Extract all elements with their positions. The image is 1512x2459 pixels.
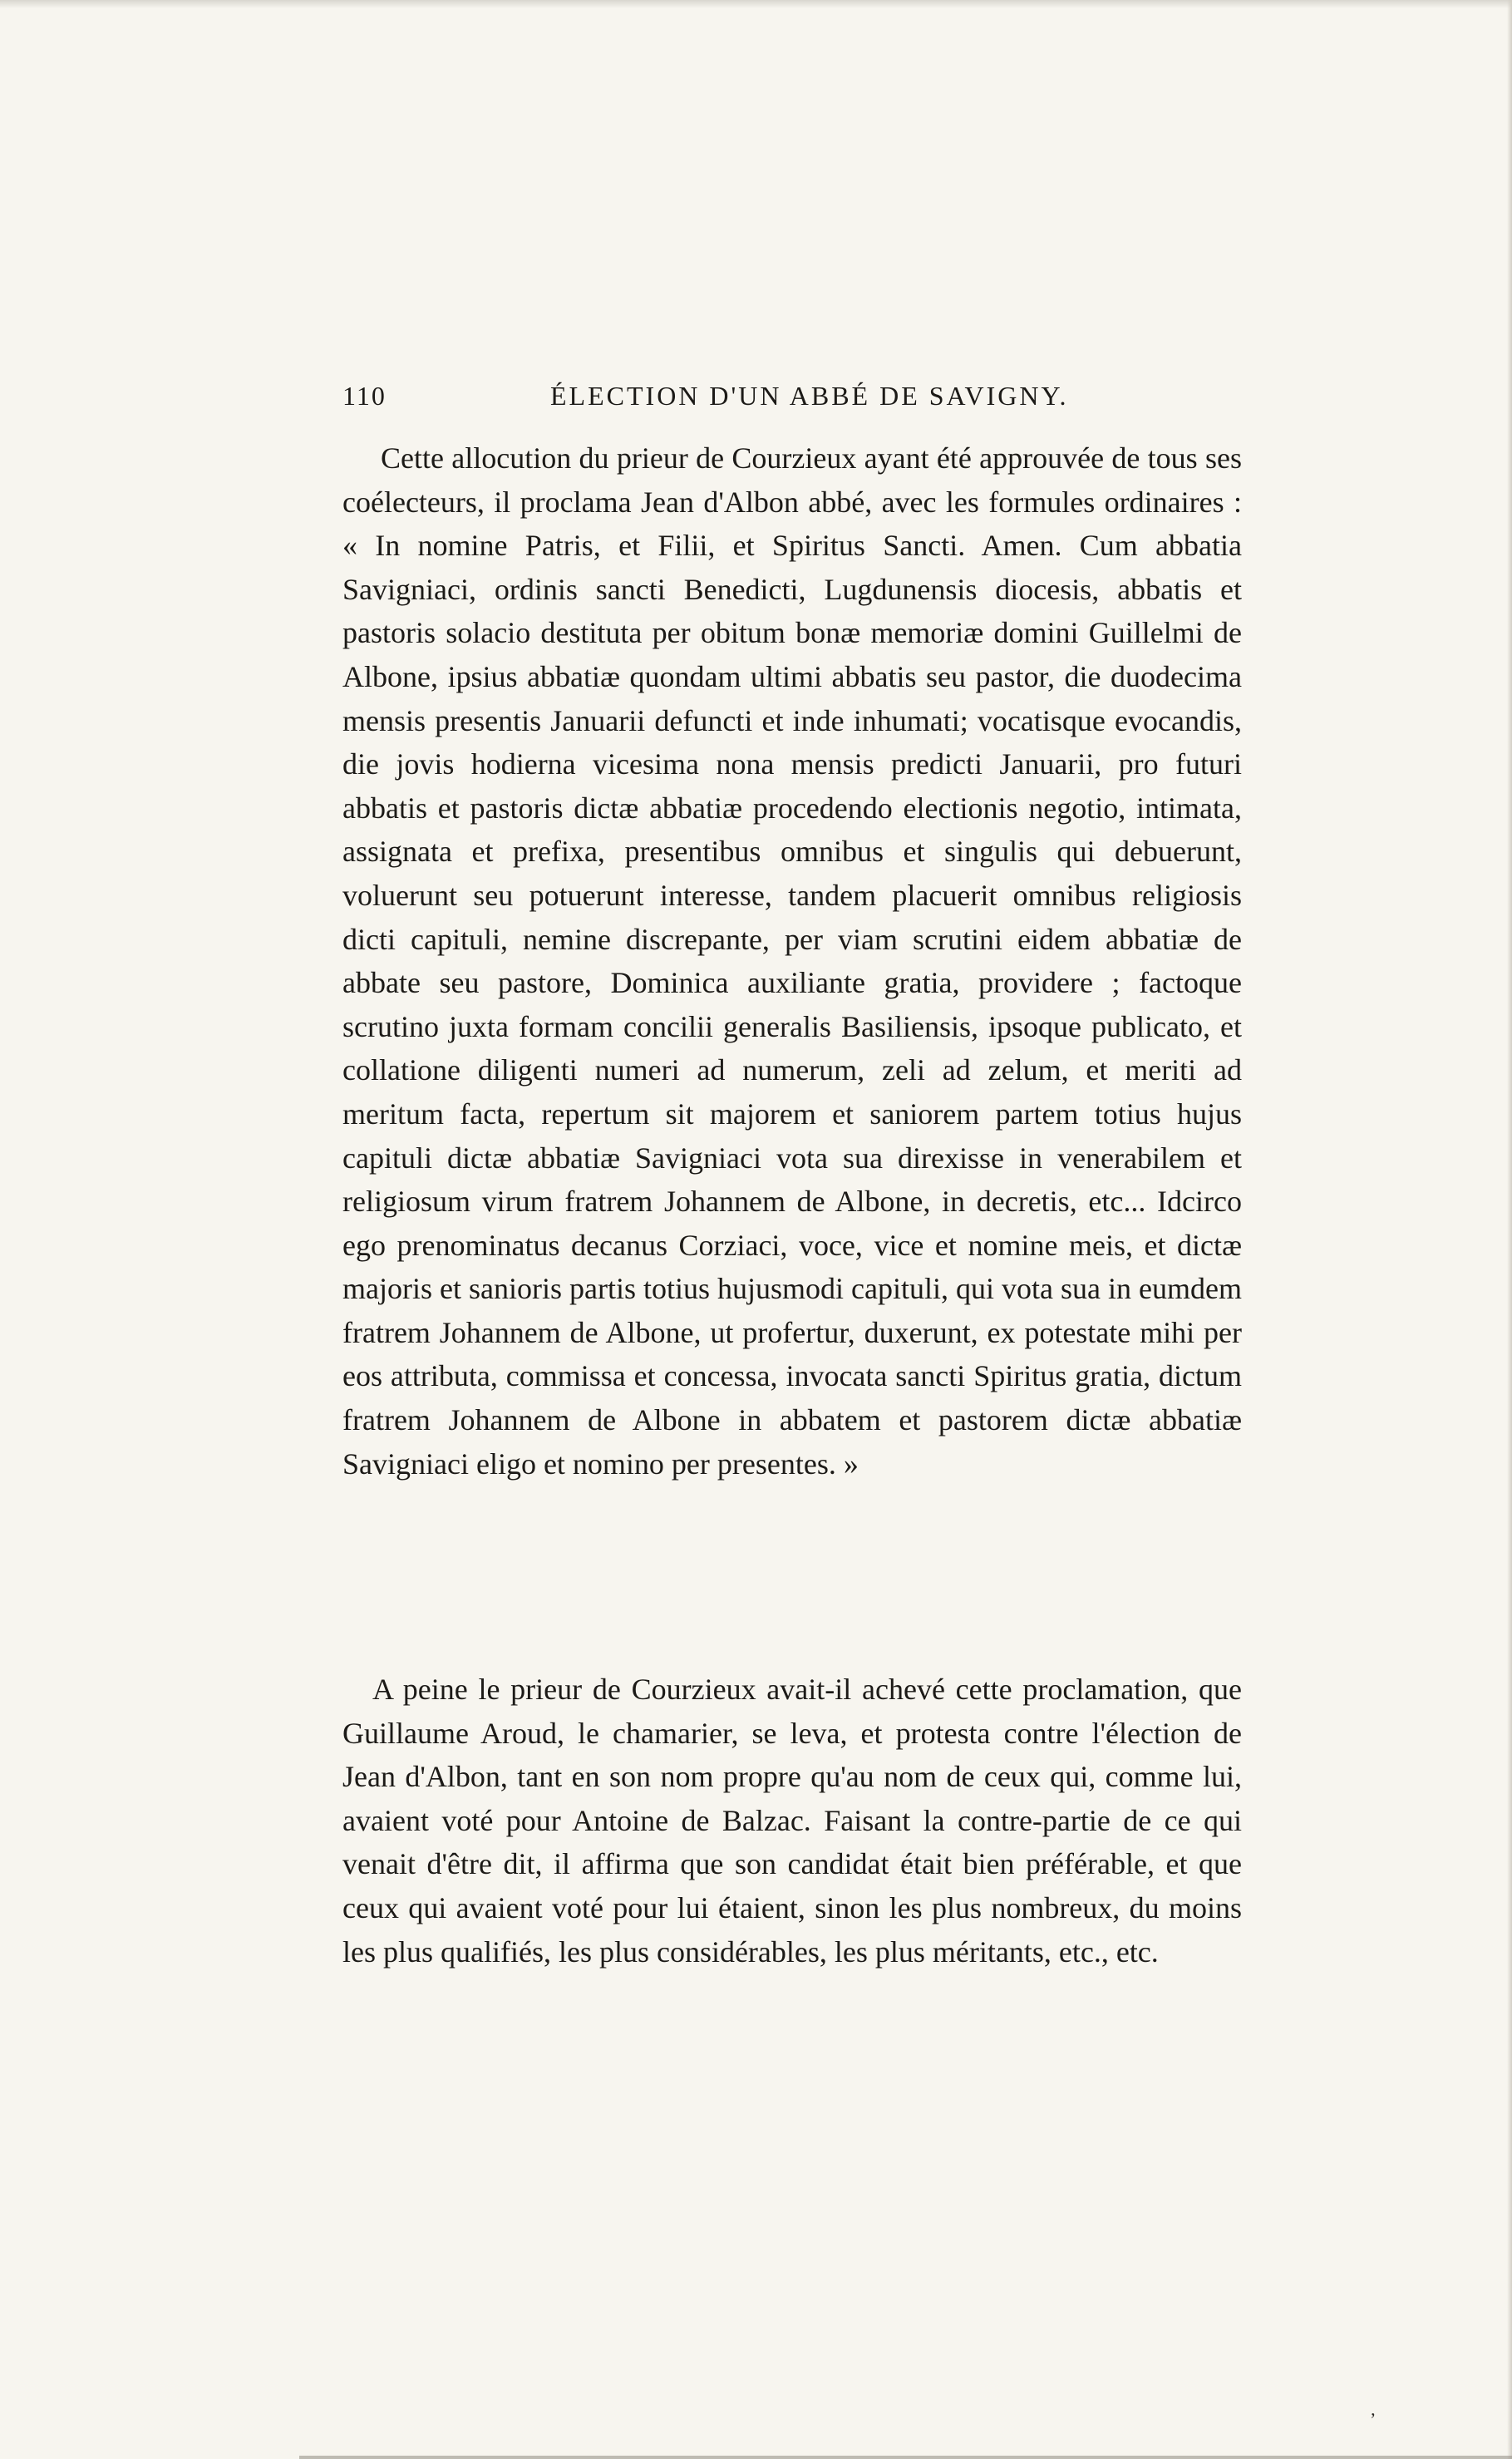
page-number: 110 (342, 381, 387, 411)
page-top-edge (0, 0, 1512, 8)
running-head (342, 381, 1224, 422)
page-right-edge (1507, 0, 1512, 2459)
page-bottom-edge (299, 2456, 1512, 2459)
stray-print-mark: ʼ (1370, 2409, 1377, 2430)
body-paragraph-2: A peine le prieur de Courzieux avait-il achevé cette proclamation, que Guillaume Aroud, le chamarier, se leva, et protesta contre l'élection de Jean d'Albon, tant en son nom propre qu'au nom de ceux qui, comme lui, avaient voté pour Antoine de Balzac. Faisant la contre-partie de ce qui venait d'être dit, il affirma que son candidat était bien préférable, et que ceux qui avaient voté pour lui étaient, sinon les plus nombreux, du moins les plus qualifiés, les plus considérables, les plus méritants, etc., etc. (342, 1673, 1242, 1969)
chapter-title: ÉLECTION D'UN ABBÉ DE SAVIGNY. (550, 381, 1069, 411)
body-paragraph-1: Cette allocution du prieur de Courzieux ayant été approuvée de tous ses coélecteurs, il proclama Jean d'Albon abbé, avec les formules ordinaires : « In nomine Patris, et Filii, et Spiritus Sancti. Amen. Cum abbatia Savigniaci, ordinis sancti Benedicti, Lugdunensis diocesis, abbatis et pastoris solacio destituta per obitum bonæ memoriæ domini Guillelmi de Albone, ipsius abbatiæ quondam ultimi abbatis seu pastor, die duodecima mensis presentis Januarii defuncti et inde inhumati; vocatisque evocandis, die jovis hodierna vicesima nona mensis predicti Januarii, pro futuri abbatis et pastoris dictæ abbatiæ procedendo electionis negotio, intimata, assignata et prefixa, presentibus omnibus et singulis qui debuerunt, voluerunt seu potuerunt interesse, tandem placuerit omnibus religiosis dicti capituli, nemine discrepante, per viam scrutini eidem abbatiæ de abbate seu pastore, Dominica auxiliante gratia, providere ; factoque scrutino juxta formam concilii generalis Basiliensis, ipsoque publicato, et collatione diligenti numeri ad numerum, zeli ad zelum, et meriti ad meritum facta, repertum sit majorem et saniorem partem totius hujus capituli dictæ abbatiæ Savigniaci vota sua direxisse in venerabilem et religiosum virum fratrem Johannem de Albone, in decretis, etc... Idcirco ego prenominatus decanus Corziaci, voce, vice et nomine meis, et dictæ majoris et sanioris partis totius hujusmodi capituli, qui vota sua in eumdem fratrem Johannem de Albone, ut profertur, duxerunt, ex potestate mihi per eos attributa, commissa et concessa, invocata sancti Spiritus gratia, dictum fratrem Johannem de Albone in abbatem et pastorem dictæ abbatiæ Savigniaci eligo et nomino per presentes. » (342, 441, 1242, 1481)
